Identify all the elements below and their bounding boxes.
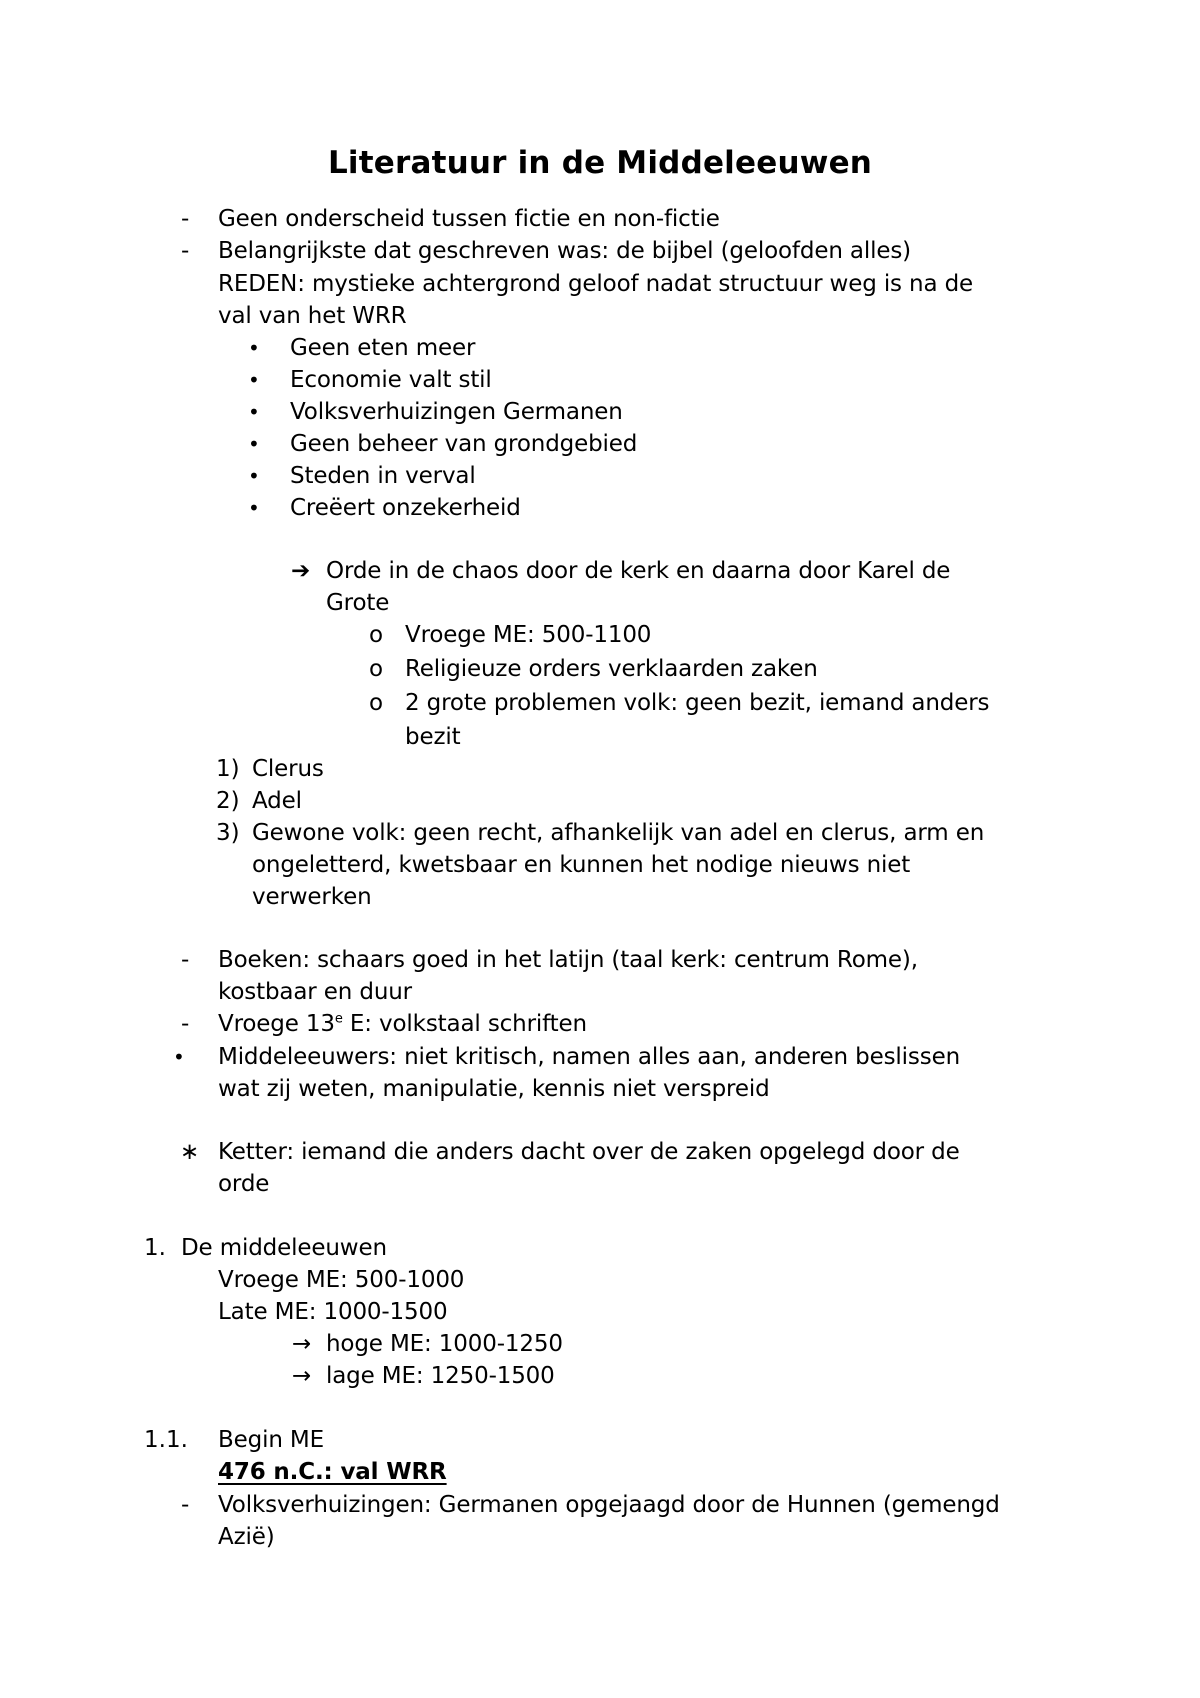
number-marker: 2) bbox=[216, 788, 240, 814]
bullet-marker: • bbox=[248, 432, 260, 456]
section-number: 1. bbox=[144, 1235, 166, 1261]
arrow-right-icon: ➔ bbox=[291, 558, 311, 584]
key-date: 476 n.C.: val WRR bbox=[218, 1459, 447, 1485]
early-me-line: Vroege ME: 500-1000 bbox=[218, 1267, 465, 1293]
arrow-right-icon: → bbox=[292, 1331, 312, 1357]
circle-marker: o bbox=[369, 656, 384, 682]
number-marker: 1) bbox=[216, 756, 240, 782]
arrow-line-1: Orde in de chaos door de kerk en daarna door Karel de bbox=[326, 558, 951, 584]
dash-marker: - bbox=[181, 206, 190, 232]
estate-item-continued: verwerken bbox=[252, 884, 372, 910]
page-title: Literatuur in de Middeleeuwen bbox=[327, 145, 873, 181]
reason-item: Creëert onzekerheid bbox=[290, 495, 521, 521]
estate-item: Adel bbox=[252, 788, 302, 814]
people-line-1: Middeleeuwers: niet kritisch, namen alles aan, anderen beslissen bbox=[218, 1044, 960, 1070]
estate-item: Gewone volk: geen recht, afhankelijk van adel en clerus, arm en bbox=[252, 820, 985, 846]
dash-marker: - bbox=[181, 1011, 190, 1037]
books-line-1: Boeken: schaars goed in het latijn (taal kerk: centrum Rome), bbox=[218, 947, 918, 973]
section-number: 1.1. bbox=[144, 1427, 188, 1453]
bullet-marker: • bbox=[173, 1045, 185, 1069]
dash-marker: - bbox=[181, 1492, 190, 1518]
reason-item: Geen beheer van grondgebied bbox=[290, 431, 638, 457]
arrow-right-icon: → bbox=[292, 1363, 312, 1389]
reason-item: Economie valt stil bbox=[290, 367, 492, 393]
sub-item: Vroege ME: 500-1100 bbox=[405, 622, 652, 648]
estate-item-continued: ongeletterd, kwetsbaar en kunnen het nodige nieuws niet bbox=[252, 852, 911, 878]
ketter-line-2: orde bbox=[218, 1171, 270, 1197]
section-1-heading: De middeleeuwen bbox=[181, 1235, 387, 1261]
books-line-2: kostbaar en duur bbox=[218, 979, 412, 1005]
intro-item-2-line-3: val van het WRR bbox=[218, 303, 407, 329]
migration-line-2: Azië) bbox=[218, 1524, 275, 1550]
circle-marker: o bbox=[369, 622, 384, 648]
dash-marker: - bbox=[181, 947, 190, 973]
superscript: e bbox=[334, 1011, 343, 1027]
early-13th-line: Vroege 13e E: volkstaal schriften bbox=[218, 1011, 587, 1037]
circle-marker: o bbox=[369, 690, 384, 716]
bullet-marker: • bbox=[248, 336, 260, 360]
sub-item-continued: bezit bbox=[405, 724, 461, 750]
intro-item-1: Geen onderscheid tussen fictie en non-fictie bbox=[218, 206, 720, 232]
sub-item: 2 grote problemen volk: geen bezit, iemand anders bbox=[405, 690, 990, 716]
reason-item: Geen eten meer bbox=[290, 335, 476, 361]
migration-line-1: Volksverhuizingen: Germanen opgejaagd door de Hunnen (gemengd bbox=[218, 1492, 1000, 1518]
bullet-marker: • bbox=[248, 368, 260, 392]
intro-item-2-line-2: REDEN: mystieke achtergrond geloof nadat structuur weg is na de bbox=[218, 271, 974, 297]
arrow-line-2: Grote bbox=[326, 590, 390, 616]
low-me-line: lage ME: 1250-1500 bbox=[326, 1363, 555, 1389]
asterisk-icon: ∗ bbox=[180, 1139, 200, 1165]
sub-item: Religieuze orders verklaarden zaken bbox=[405, 656, 818, 682]
reason-item: Volksverhuizingen Germanen bbox=[290, 399, 623, 425]
number-marker: 3) bbox=[216, 820, 240, 846]
section-11-heading: Begin ME bbox=[218, 1427, 324, 1453]
bullet-marker: • bbox=[248, 464, 260, 488]
late-me-line: Late ME: 1000-1500 bbox=[218, 1299, 448, 1325]
intro-item-2-line-1: Belangrijkste dat geschreven was: de bijbel (geloofden alles) bbox=[218, 238, 912, 264]
high-me-line: hoge ME: 1000-1250 bbox=[326, 1331, 563, 1357]
people-line-2: wat zij weten, manipulatie, kennis niet verspreid bbox=[218, 1076, 770, 1102]
reason-item: Steden in verval bbox=[290, 463, 476, 489]
dash-marker: - bbox=[181, 238, 190, 264]
bullet-marker: • bbox=[248, 496, 260, 520]
estate-item: Clerus bbox=[252, 756, 324, 782]
ketter-line-1: Ketter: iemand die anders dacht over de zaken opgelegd door de bbox=[218, 1139, 960, 1165]
bullet-marker: • bbox=[248, 400, 260, 424]
